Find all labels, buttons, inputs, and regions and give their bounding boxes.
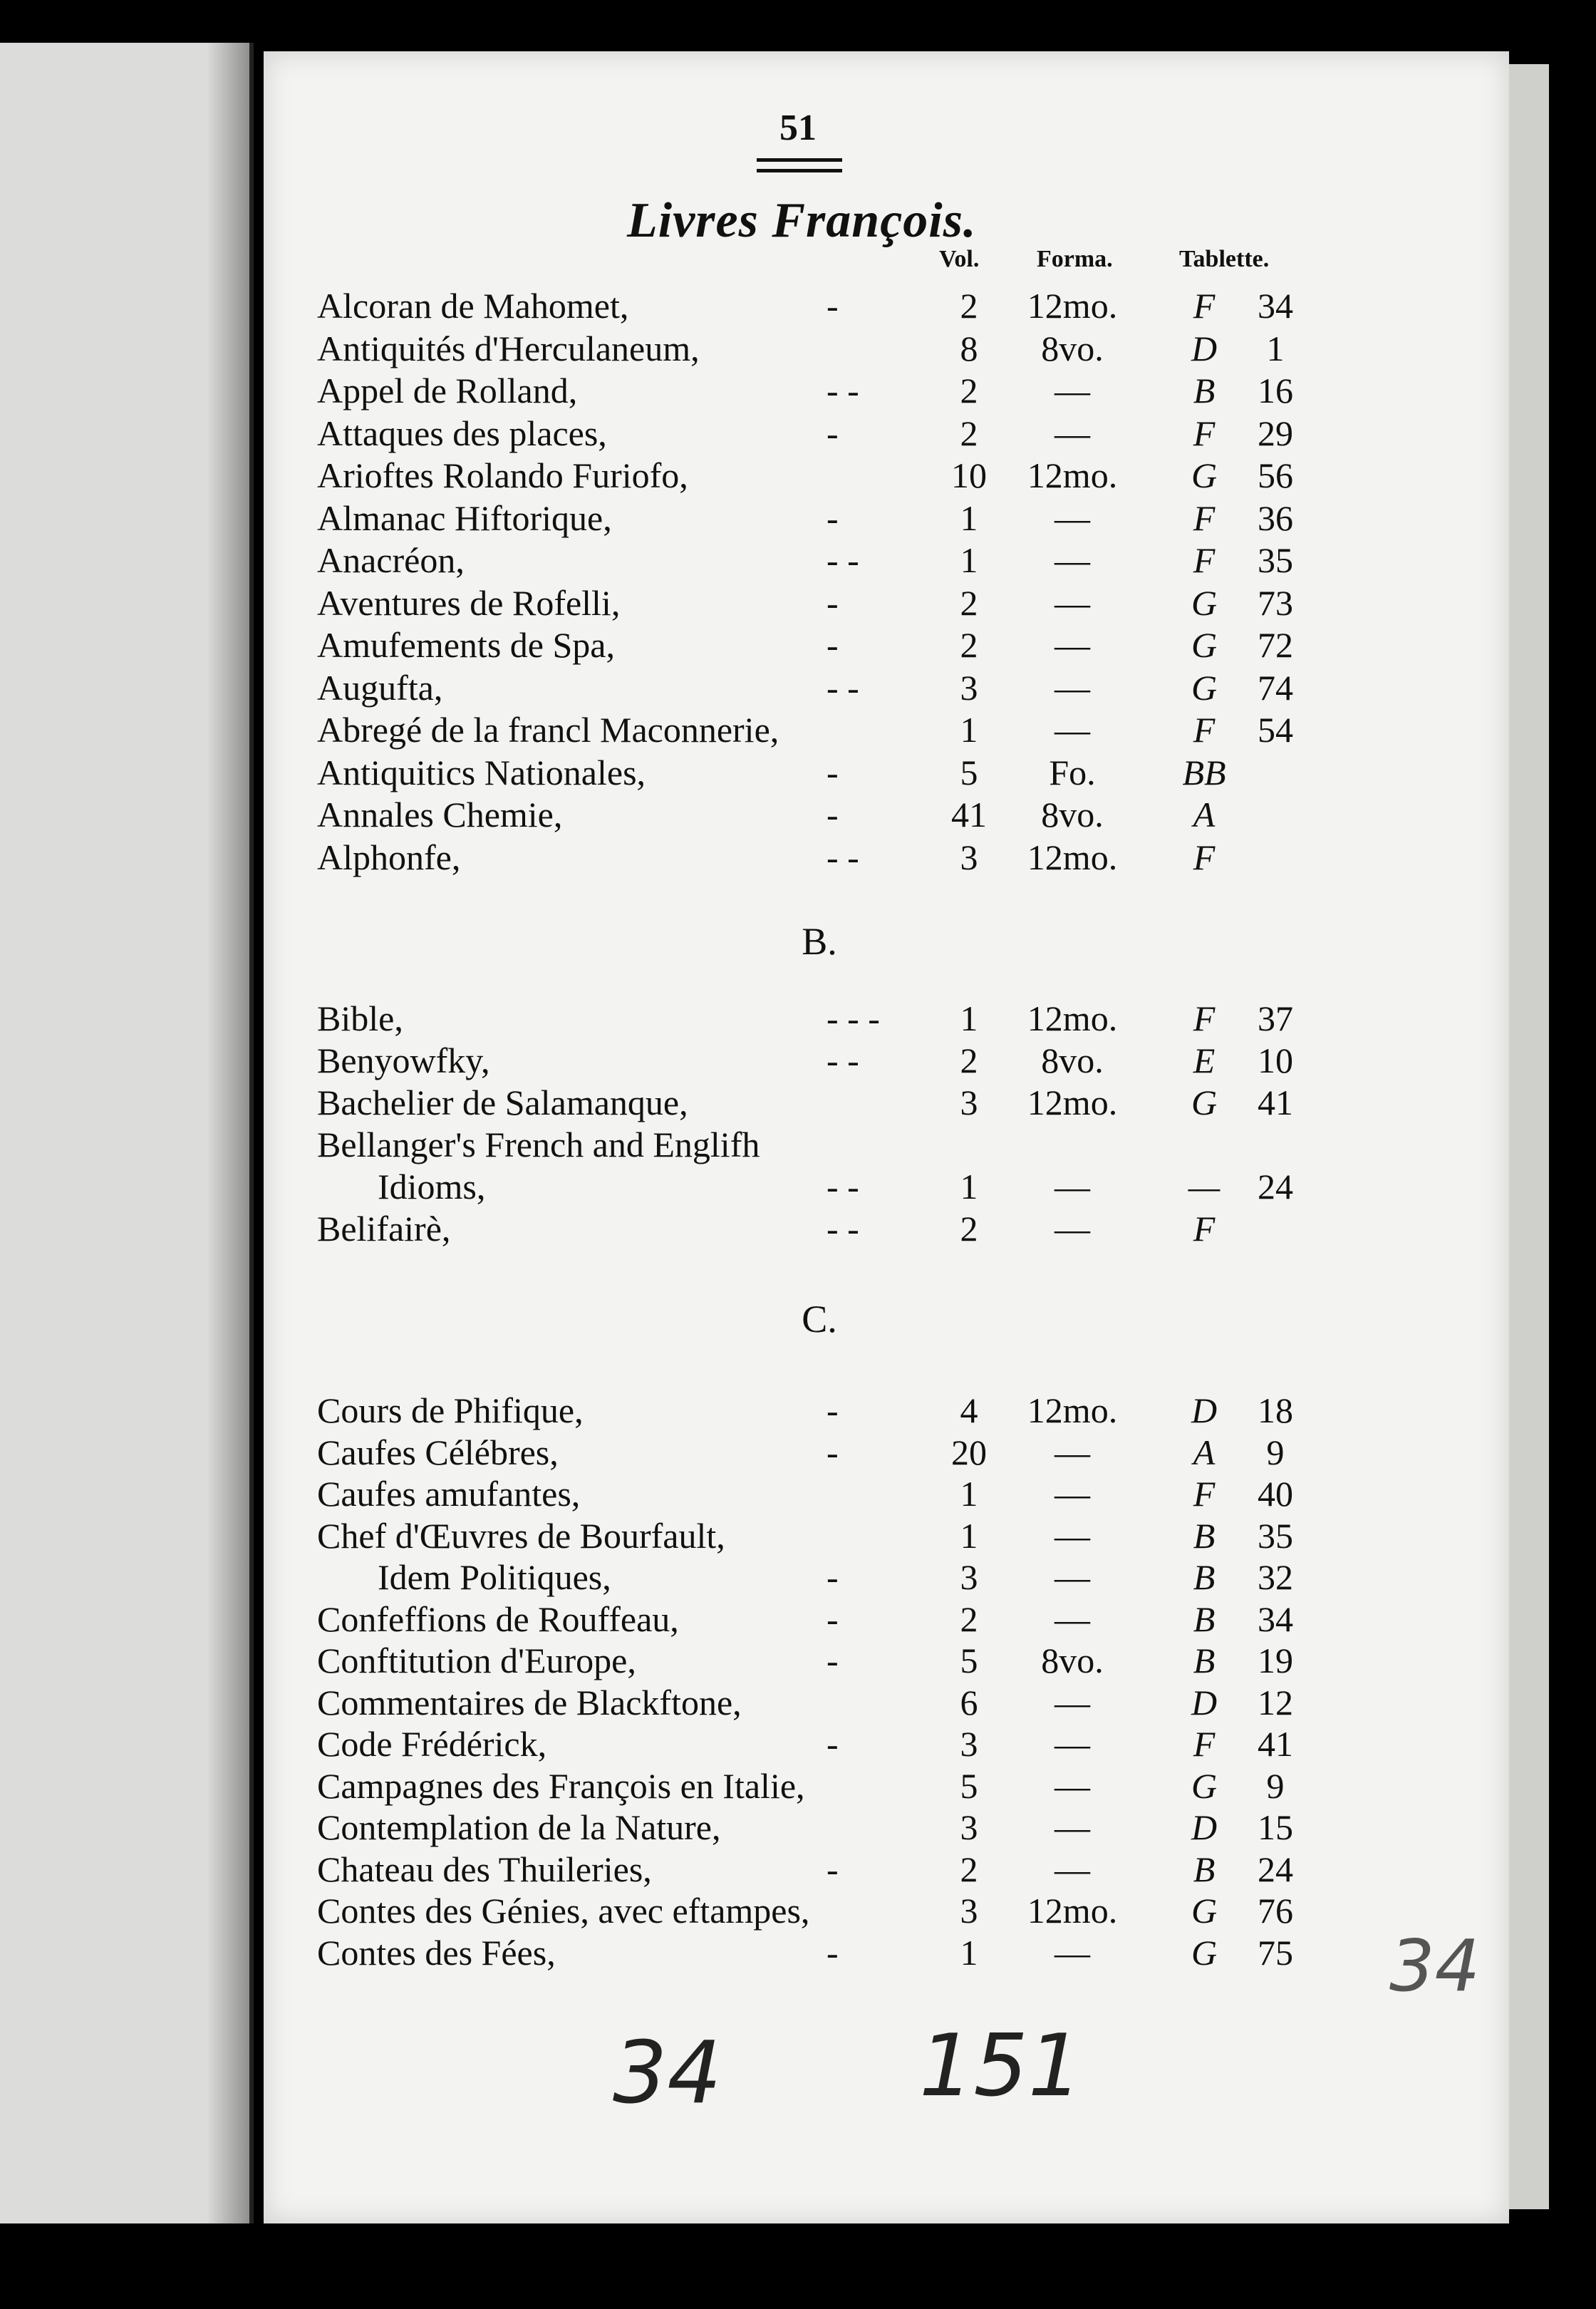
entry-shelf: B [1193, 1515, 1216, 1556]
entry-shelf: B [1193, 1641, 1216, 1680]
list-item [0, 1082, 1596, 1123]
entry-format: — [1054, 1807, 1090, 1847]
list-item [0, 1598, 1596, 1640]
entry-leader: - [826, 1724, 839, 1764]
entry-volumes: 3 [960, 1891, 978, 1931]
handwritten-left: 34 [613, 2024, 722, 2123]
entry-format: 12mo. [1027, 1390, 1118, 1430]
entry-title: Contemplation de la Nature, [317, 1807, 721, 1847]
handwritten-right: 34 [1389, 1924, 1481, 2008]
entry-title: Code Frédérick, [317, 1724, 547, 1764]
entry-format: — [1054, 540, 1090, 580]
entry-number: 18 [1258, 1390, 1293, 1430]
entry-shelf: B [1193, 1849, 1216, 1889]
entry-volumes: 2 [960, 1849, 978, 1889]
list-item [0, 1166, 1596, 1207]
entry-volumes: 1 [960, 710, 978, 750]
entry-leader: - [826, 582, 839, 623]
entry-number: 34 [1258, 1598, 1293, 1639]
entry-volumes: 3 [960, 1557, 978, 1597]
entry-title: Antiquitics Nationales, [317, 752, 646, 792]
entry-shelf: G [1191, 1891, 1218, 1931]
entry-shelf: G [1191, 1083, 1218, 1122]
entry-format: — [1054, 1209, 1090, 1249]
list-item [0, 1432, 1596, 1473]
entry-format: — [1054, 625, 1090, 665]
entry-format: 12mo. [1027, 998, 1118, 1038]
entry-shelf: F [1193, 286, 1216, 326]
entry-format: — [1054, 1598, 1090, 1639]
entry-title: Anacréon, [317, 540, 465, 580]
entry-shelf: D [1191, 1682, 1218, 1722]
entry-number: 54 [1258, 710, 1293, 750]
entry-number: 29 [1258, 413, 1293, 453]
entry-leader: - [826, 795, 839, 835]
entry-shelf: A [1193, 1432, 1216, 1472]
entry-title: Benyowfky, [317, 1040, 490, 1080]
list-item [0, 837, 1596, 878]
entry-volumes: 2 [960, 286, 978, 326]
entry-volumes: 3 [960, 667, 978, 708]
entry-shelf: G [1191, 1765, 1218, 1806]
entry-leader: - - [826, 1167, 859, 1207]
entry-leader: - [826, 497, 839, 538]
entry-title: Antiquités d'Herculaneum, [317, 328, 700, 368]
entry-shelf: F [1193, 540, 1216, 580]
entry-leader: - - [826, 1209, 859, 1249]
entry-title: Appel de Rolland, [317, 371, 578, 410]
entry-format: 8vo. [1041, 328, 1104, 368]
section-letter-c: C. [802, 1298, 837, 1341]
entry-volumes: 6 [960, 1682, 978, 1722]
entry-title: Attaques des places, [317, 413, 607, 453]
entry-leader: - [826, 1557, 839, 1597]
list-item [0, 328, 1596, 369]
entry-number: 24 [1258, 1167, 1293, 1207]
entry-number: 41 [1258, 1083, 1293, 1122]
ornament-rule [757, 158, 842, 172]
entry-leader: - [826, 752, 839, 792]
list-item [0, 539, 1596, 581]
entry-leader: - - [826, 667, 859, 708]
entry-title: Arioftes Rolando Furiofo, [317, 455, 688, 495]
entry-shelf: E [1193, 1040, 1216, 1080]
list-item [0, 624, 1596, 666]
list-item [0, 1890, 1596, 1931]
entry-leader: - [826, 1849, 839, 1889]
entry-volumes: 1 [960, 540, 978, 580]
entry-shelf: D [1191, 1807, 1218, 1847]
list-item [0, 1849, 1596, 1890]
list-item [0, 1473, 1596, 1514]
entry-format: — [1054, 497, 1090, 538]
entry-title: Commentaires de Blackftone, [317, 1682, 742, 1722]
entry-shelf: F [1193, 710, 1216, 750]
entry-title: Aventures de Rofelli, [317, 582, 621, 623]
entry-volumes: 1 [960, 998, 978, 1038]
entry-leader: - - [826, 540, 859, 580]
entry-format: Fo. [1049, 752, 1096, 792]
list-item [0, 794, 1596, 835]
col-head-vol: Vol. [939, 246, 980, 272]
entry-volumes: 4 [960, 1390, 978, 1430]
list-item [0, 1765, 1596, 1807]
entry-number: 12 [1258, 1682, 1293, 1722]
entry-title: Caufes Célébres, [317, 1432, 559, 1472]
entry-format: 8vo. [1041, 795, 1104, 835]
entry-format: 12mo. [1027, 1083, 1118, 1122]
entry-number: 15 [1258, 1807, 1293, 1847]
entry-shelf: F [1193, 497, 1216, 538]
entry-leader: - - [826, 1040, 859, 1080]
entry-volumes: 3 [960, 837, 978, 877]
entry-volumes: 2 [960, 413, 978, 453]
entry-volumes: 5 [960, 1641, 978, 1680]
entry-shelf: F [1193, 1724, 1216, 1764]
entry-number: 32 [1258, 1557, 1293, 1597]
entry-format: 12mo. [1027, 1891, 1118, 1931]
page-title: Livres François. [627, 193, 977, 248]
entry-title: Campagnes des François en Italie, [317, 1765, 805, 1806]
entry-volumes: 3 [960, 1724, 978, 1764]
entry-volumes: 1 [960, 1515, 978, 1556]
entry-title: Contes des Fées, [317, 1932, 556, 1973]
entry-leader: - [826, 1641, 839, 1680]
entry-shelf: A [1193, 795, 1216, 835]
entry-format: — [1054, 1432, 1090, 1472]
entry-format: — [1054, 1167, 1090, 1207]
entry-volumes: 20 [951, 1432, 987, 1472]
col-head-tablette: Tablette. [1179, 246, 1270, 272]
entry-volumes: 1 [960, 1932, 978, 1973]
list-item [0, 1640, 1596, 1681]
entry-number: 41 [1258, 1724, 1293, 1764]
entry-format: 12mo. [1027, 837, 1118, 877]
entry-number: 1 [1266, 328, 1285, 368]
entry-title: Caufes amufantes, [317, 1474, 581, 1514]
entry-title: Conftitution d'Europe, [317, 1641, 636, 1680]
entry-shelf: F [1193, 1474, 1216, 1514]
entry-title: Amufements de Spa, [317, 625, 615, 665]
entry-shelf: G [1191, 667, 1218, 708]
entry-title: Belifairè, [317, 1209, 451, 1249]
list-item [0, 752, 1596, 793]
list-item [0, 1556, 1596, 1598]
list-item [0, 582, 1596, 624]
entry-number: 36 [1258, 497, 1293, 538]
entry-title: Alphonfe, [317, 837, 461, 877]
entry-leader: - - - [826, 998, 880, 1038]
entry-title: Almanac Hiftorique, [317, 497, 612, 538]
entry-number: 56 [1258, 455, 1293, 495]
entry-volumes: 1 [960, 1167, 978, 1207]
entry-number: 37 [1258, 998, 1293, 1038]
entry-format: 8vo. [1041, 1040, 1104, 1080]
entry-shelf: D [1191, 328, 1218, 368]
entry-leader: - [826, 286, 839, 326]
entry-volumes: 3 [960, 1083, 978, 1122]
entry-title: Abregé de la francl Maconnerie, [317, 710, 779, 750]
list-item [0, 998, 1596, 1039]
entry-title: Idioms, [378, 1167, 486, 1207]
page-number: 51 [779, 108, 817, 148]
entry-format: 12mo. [1027, 455, 1118, 495]
entry-shelf: G [1191, 625, 1218, 665]
entry-format: 8vo. [1041, 1641, 1104, 1680]
entry-leader: - - [826, 371, 859, 410]
entry-title: Contes des Génies, avec eftampes, [317, 1891, 810, 1931]
list-item [0, 285, 1596, 326]
entry-title: Alcoran de Mahomet, [317, 286, 629, 326]
list-item [0, 709, 1596, 750]
entry-shelf: D [1191, 1390, 1218, 1430]
list-item [0, 455, 1596, 496]
entry-title: Annales Chemie, [317, 795, 563, 835]
col-head-forma: Forma. [1037, 246, 1113, 272]
entry-number: 35 [1258, 1515, 1293, 1556]
entry-number: 16 [1258, 371, 1293, 410]
entry-volumes: 2 [960, 1040, 978, 1080]
entry-format: — [1054, 1474, 1090, 1514]
entry-format: — [1054, 1724, 1090, 1764]
list-item [0, 1515, 1596, 1556]
entry-format: — [1054, 1515, 1090, 1556]
entry-number: 75 [1258, 1932, 1293, 1973]
entry-shelf: F [1193, 1209, 1216, 1249]
entry-number: 35 [1258, 540, 1293, 580]
list-item [0, 1723, 1596, 1765]
entry-format: — [1054, 1682, 1090, 1722]
list-item [0, 1682, 1596, 1723]
entry-volumes: 2 [960, 1209, 978, 1249]
entry-shelf: F [1193, 998, 1216, 1038]
list-item [0, 370, 1596, 411]
entry-number: 34 [1258, 286, 1293, 326]
entry-volumes: 2 [960, 1598, 978, 1639]
entry-number: 19 [1258, 1641, 1293, 1680]
entry-shelf: G [1191, 455, 1218, 495]
entry-volumes: 1 [960, 1474, 978, 1514]
entry-volumes: 10 [951, 455, 987, 495]
entry-volumes: 5 [960, 752, 978, 792]
list-item [0, 497, 1596, 539]
entry-number: 24 [1258, 1849, 1293, 1889]
entry-format: 12mo. [1027, 286, 1118, 326]
entry-title: Idem Politiques, [378, 1557, 611, 1597]
entry-volumes: 2 [960, 582, 978, 623]
entry-title: Augufta, [317, 667, 443, 708]
entry-format: — [1054, 1932, 1090, 1973]
entry-shelf: BB [1182, 752, 1226, 792]
entry-format: — [1054, 582, 1090, 623]
entry-shelf: F [1193, 413, 1216, 453]
entry-format: — [1054, 710, 1090, 750]
entry-leader: - [826, 1932, 839, 1973]
entry-shelf: B [1193, 1598, 1216, 1639]
entry-title: Cours de Phifique, [317, 1390, 584, 1430]
entry-volumes: 41 [951, 795, 987, 835]
list-item [0, 1040, 1596, 1081]
list-item [0, 1208, 1596, 1249]
entry-shelf: — [1188, 1167, 1221, 1207]
list-item [0, 1932, 1596, 1973]
entry-volumes: 2 [960, 625, 978, 665]
entry-format: — [1054, 413, 1090, 453]
entry-shelf: G [1191, 1932, 1218, 1973]
entry-leader: - [826, 1598, 839, 1639]
entry-leader: - [826, 413, 839, 453]
list-item [0, 667, 1596, 708]
entry-number: 73 [1258, 582, 1293, 623]
entry-shelf: G [1191, 582, 1218, 623]
entry-number: 9 [1266, 1765, 1285, 1806]
entry-format: — [1054, 667, 1090, 708]
entry-leader: - - [826, 837, 859, 877]
entry-leader: - [826, 625, 839, 665]
entry-title: Bachelier de Salamanque, [317, 1083, 688, 1122]
entry-number: 10 [1258, 1040, 1293, 1080]
entry-volumes: 1 [960, 497, 978, 538]
entry-leader: - [826, 1432, 839, 1472]
entry-number: 40 [1258, 1474, 1293, 1514]
entry-number: 74 [1258, 667, 1293, 708]
entry-title: Bible, [317, 998, 403, 1038]
entry-volumes: 3 [960, 1807, 978, 1847]
handwritten-middle: 151 [919, 2017, 1083, 2116]
entry-format: — [1054, 371, 1090, 410]
entry-number: 72 [1258, 625, 1293, 665]
entry-title: Chateau des Thuileries, [317, 1849, 652, 1889]
entry-format: — [1054, 1849, 1090, 1889]
entry-volumes: 5 [960, 1765, 978, 1806]
entry-number: 9 [1266, 1432, 1285, 1472]
entry-volumes: 8 [960, 328, 978, 368]
list-item [0, 1124, 1596, 1165]
entry-format: — [1054, 1765, 1090, 1806]
entry-number: 76 [1258, 1891, 1293, 1931]
entry-title: Confeffions de Rouffeau, [317, 1598, 679, 1639]
list-item [0, 1390, 1596, 1431]
entry-format: — [1054, 1557, 1090, 1597]
list-item [0, 413, 1596, 454]
entry-shelf: F [1193, 837, 1216, 877]
entry-leader: - [826, 1390, 839, 1430]
list-item [0, 1807, 1596, 1848]
entry-volumes: 2 [960, 371, 978, 410]
section-letter-b: B. [802, 920, 837, 963]
entry-title: Chef d'Œuvres de Bourfault, [317, 1515, 725, 1556]
entry-title: Bellanger's French and Englifh [317, 1125, 760, 1164]
entry-shelf: B [1193, 1557, 1216, 1597]
entry-shelf: B [1193, 371, 1216, 410]
